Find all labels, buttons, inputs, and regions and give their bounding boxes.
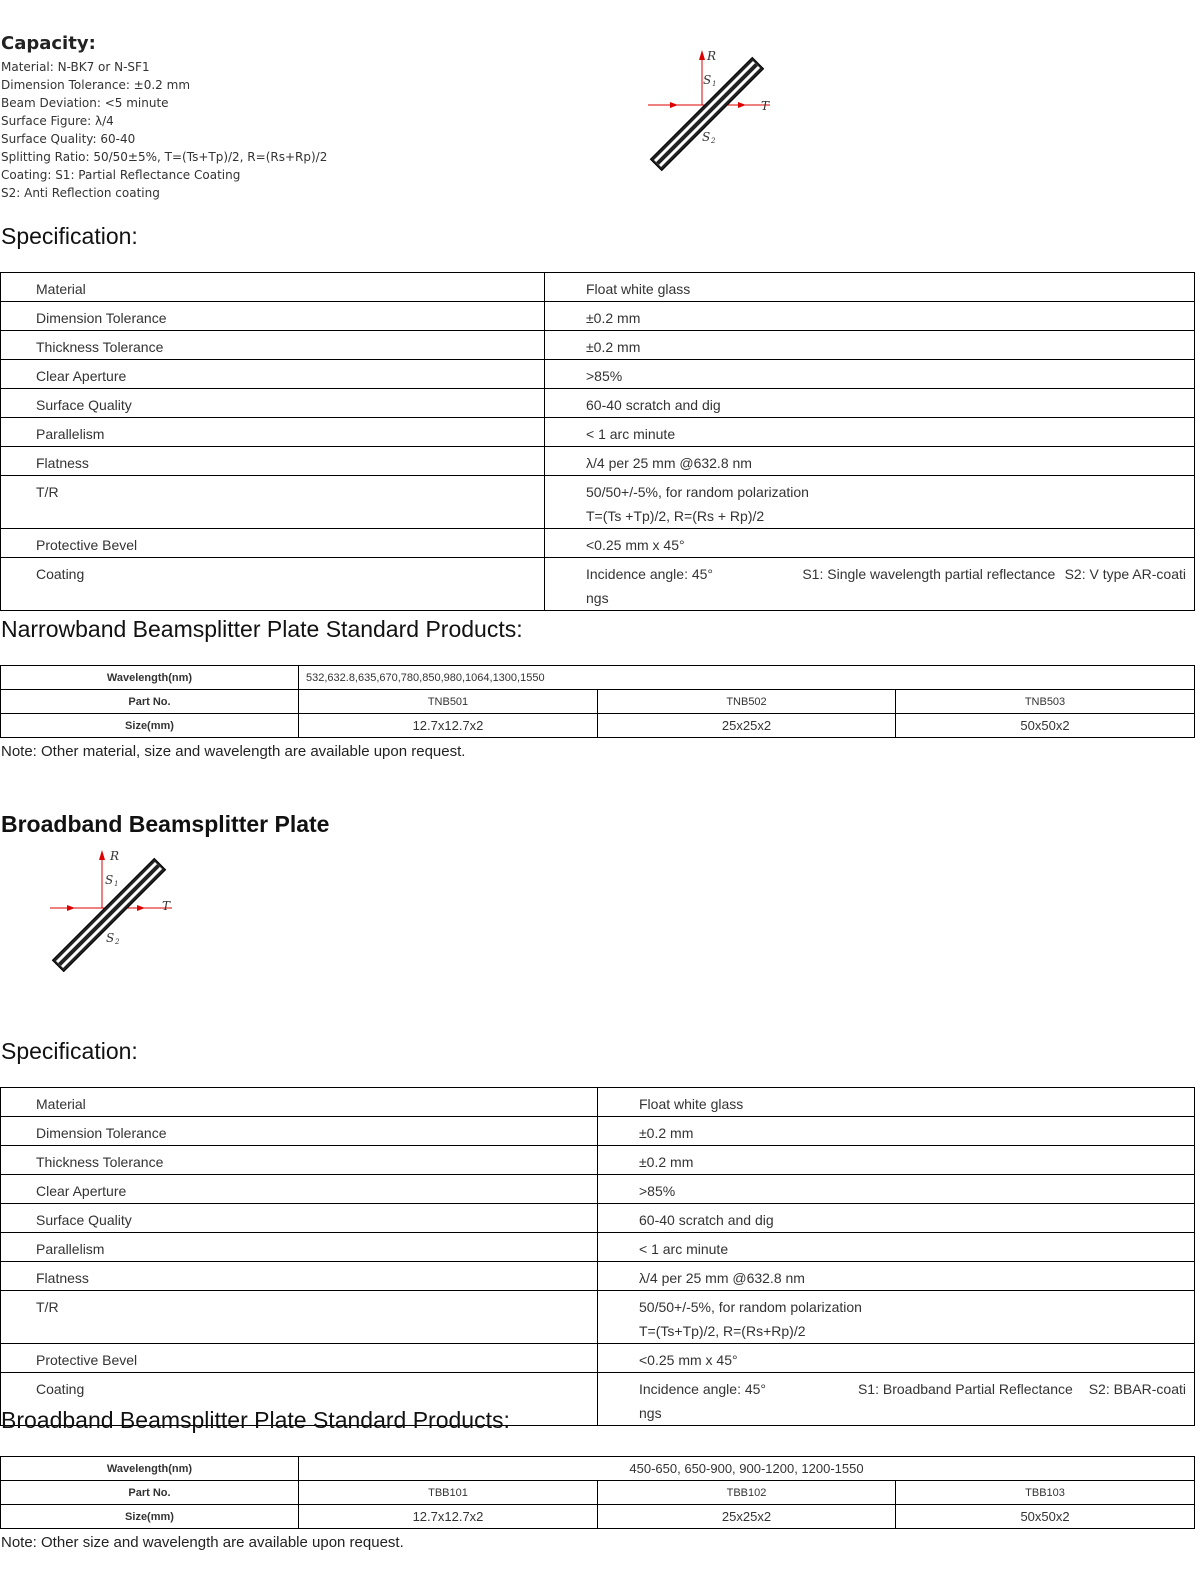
spec-value: 60-40 scratch and dig — [639, 1212, 774, 1228]
table-row — [1, 360, 1195, 389]
size-value: 12.7x12.7x2 — [299, 1505, 598, 1529]
table-row — [1, 1344, 1195, 1373]
spec-label: Coating — [36, 566, 85, 582]
table-row — [1, 529, 1195, 558]
spec-label: Dimension Tolerance — [36, 310, 167, 326]
size-value: 50x50x2 — [896, 714, 1195, 738]
table-row — [1, 1117, 1195, 1146]
beamsplitter-diagram — [640, 44, 780, 174]
spec-label: Parallelism — [36, 1241, 105, 1257]
spec-value: 50/50+/-5%, for random polarization — [586, 484, 809, 500]
size-value: 50x50x2 — [896, 1505, 1195, 1529]
spec-label: T/R — [36, 484, 59, 500]
wavelength-label: Wavelength(nm) — [1, 666, 299, 690]
label-s2: S — [106, 931, 115, 945]
spec-value: ±0.2 mm — [639, 1154, 694, 1170]
spec-heading: Specification: — [1, 1038, 138, 1064]
label-s2: S — [702, 130, 711, 144]
table-row — [1, 1146, 1195, 1175]
table-row — [1, 1204, 1195, 1233]
capacity-line: S2: Anti Reflection coating — [1, 186, 160, 200]
table-row — [1, 666, 1195, 690]
table-row — [1, 1088, 1195, 1117]
broadband-products-table — [0, 1456, 1195, 1529]
coating-wrap: ngs — [586, 590, 609, 606]
capacity-line: Splitting Ratio: 50/50±5%, T=(Ts+Tp)/2, R=(Rs+Rp)/2 — [1, 150, 328, 164]
spec-label: Flatness — [36, 1270, 89, 1286]
spec-label: Protective Bevel — [36, 1352, 138, 1368]
spec-value: Float white glass — [639, 1096, 744, 1112]
capacity-line: Material: N-BK7 or N-SF1 — [1, 60, 150, 74]
capacity-line: Dimension Tolerance: ±0.2 mm — [1, 78, 191, 92]
spec-value: <0.25 mm x 45° — [586, 537, 685, 553]
table-row — [1, 558, 1195, 611]
spec-label: Parallelism — [36, 426, 105, 442]
spec-value: < 1 arc minute — [586, 426, 676, 442]
coating-s2: S2: V type AR-coati — [1064, 566, 1186, 582]
size-value: 12.7x12.7x2 — [299, 714, 598, 738]
label-s1: S — [703, 73, 712, 87]
spec-value-line2: T=(Ts +Tp)/2, R=(Rs + Rp)/2 — [586, 508, 765, 524]
capacity-line: Surface Figure: λ/4 — [1, 114, 114, 128]
spec-label: Surface Quality — [36, 397, 132, 413]
spec-value: Float white glass — [586, 281, 691, 297]
size-value: 25x25x2 — [598, 1505, 896, 1529]
capacity-line: Coating: S1: Partial Reflectance Coating — [1, 168, 241, 182]
part-no: TBB103 — [896, 1481, 1195, 1505]
coating-s1: S1: Single wavelength partial reflectance — [802, 566, 1056, 582]
spec-value: 50/50+/-5%, for random polarization — [639, 1299, 862, 1315]
capacity-line: Beam Deviation: <5 minute — [1, 96, 169, 110]
spec-label: Clear Aperture — [36, 1183, 127, 1199]
spec-label: T/R — [36, 1299, 59, 1315]
spec-label: Thickness Tolerance — [36, 1154, 164, 1170]
size-value: 25x25x2 — [598, 714, 896, 738]
spec-label: Dimension Tolerance — [36, 1125, 167, 1141]
table-row — [1, 331, 1195, 360]
spec-table — [0, 272, 1195, 611]
table-row — [1, 1175, 1195, 1204]
narrowband-note: Note: Other material, size and wavelength are available upon request. — [1, 743, 466, 760]
size-label: Size(mm) — [1, 1505, 299, 1529]
table-row — [1, 447, 1195, 476]
spec-value: 60-40 scratch and dig — [586, 397, 721, 413]
spec-value-line2: T=(Ts+Tp)/2, R=(Rs+Rp)/2 — [639, 1323, 806, 1339]
table-row — [1, 273, 1195, 302]
spec-table — [0, 1087, 1195, 1426]
table-row — [1, 1505, 1195, 1529]
spec-heading: Specification: — [1, 223, 138, 249]
spec-value: < 1 arc minute — [639, 1241, 729, 1257]
spec-label: Material — [36, 1096, 86, 1112]
part-no: TBB102 — [598, 1481, 896, 1505]
table-row — [1, 418, 1195, 447]
spec-label: Surface Quality — [36, 1212, 132, 1228]
spec-label: Thickness Tolerance — [36, 339, 164, 355]
coating-wrap: ngs — [639, 1405, 662, 1421]
spec-value: <0.25 mm x 45° — [639, 1352, 738, 1368]
spec-value: ±0.2 mm — [586, 310, 641, 326]
spec-value: λ/4 per 25 mm @632.8 nm — [586, 455, 752, 471]
wavelength-value: 532,632.8,635,670,780,850,980,1064,1300,1550 — [299, 666, 1195, 690]
part-no: TNB503 — [896, 690, 1195, 714]
table-row — [1, 476, 1195, 529]
capacity-title: Capacity: — [1, 33, 96, 54]
table-row — [1, 302, 1195, 331]
spec-label: Coating — [36, 1381, 85, 1397]
coating-s2: S2: BBAR-coati — [1088, 1381, 1186, 1397]
table-row — [1, 690, 1195, 714]
spec-label: Flatness — [36, 455, 89, 471]
spec-value: ±0.2 mm — [586, 339, 641, 355]
wavelength-label: Wavelength(nm) — [1, 1457, 299, 1481]
spec-label: Material — [36, 281, 86, 297]
label-r: R — [707, 49, 717, 63]
label-s1: S — [105, 873, 114, 887]
spec-value: λ/4 per 25 mm @632.8 nm — [639, 1270, 805, 1286]
part-no: TBB101 — [299, 1481, 598, 1505]
beamsplitter-diagram — [42, 842, 182, 972]
spec-label: Clear Aperture — [36, 368, 127, 384]
part-label: Part No. — [1, 690, 299, 714]
label-t: T — [162, 899, 171, 913]
narrowband-products-heading: Narrowband Beamsplitter Plate Standard Products: — [1, 616, 523, 642]
coating-angle: Incidence angle: 45° — [639, 1381, 767, 1397]
table-row — [1, 1291, 1195, 1344]
part-no: TNB501 — [299, 690, 598, 714]
table-row — [1, 1233, 1195, 1262]
part-label: Part No. — [1, 1481, 299, 1505]
table-row — [1, 714, 1195, 738]
table-row — [1, 1262, 1195, 1291]
spec-label: Protective Bevel — [36, 537, 138, 553]
spec-value: >85% — [586, 368, 623, 384]
label-s2-sub: 2 — [115, 938, 120, 946]
coating-angle: Incidence angle: 45° — [586, 566, 714, 582]
label-s2-sub: 2 — [711, 137, 716, 145]
wavelength-value: 450-650, 650-900, 900-1200, 1200-1550 — [299, 1457, 1195, 1481]
label-s1-sub: 1 — [114, 880, 119, 888]
label-s1-sub: 1 — [712, 80, 717, 88]
label-t: T — [761, 99, 770, 113]
broadband-title: Broadband Beamsplitter Plate — [1, 811, 330, 837]
coating-s1: S1: Broadband Partial Reflectance — [857, 1381, 1073, 1397]
capacity-list — [1, 58, 327, 202]
narrowband-products-table — [0, 665, 1195, 738]
label-r: R — [110, 849, 120, 863]
capacity-line: Surface Quality: 60-40 — [1, 132, 136, 146]
table-row — [1, 1481, 1195, 1505]
part-no: TNB502 — [598, 690, 896, 714]
table-row — [1, 1457, 1195, 1481]
broadband-note: Note: Other size and wavelength are available upon request. — [1, 1534, 404, 1551]
broadband-products-heading: Broadband Beamsplitter Plate Standard Products: — [1, 1407, 510, 1433]
size-label: Size(mm) — [1, 714, 299, 738]
spec-value: >85% — [639, 1183, 676, 1199]
spec-value: ±0.2 mm — [639, 1125, 694, 1141]
table-row — [1, 389, 1195, 418]
